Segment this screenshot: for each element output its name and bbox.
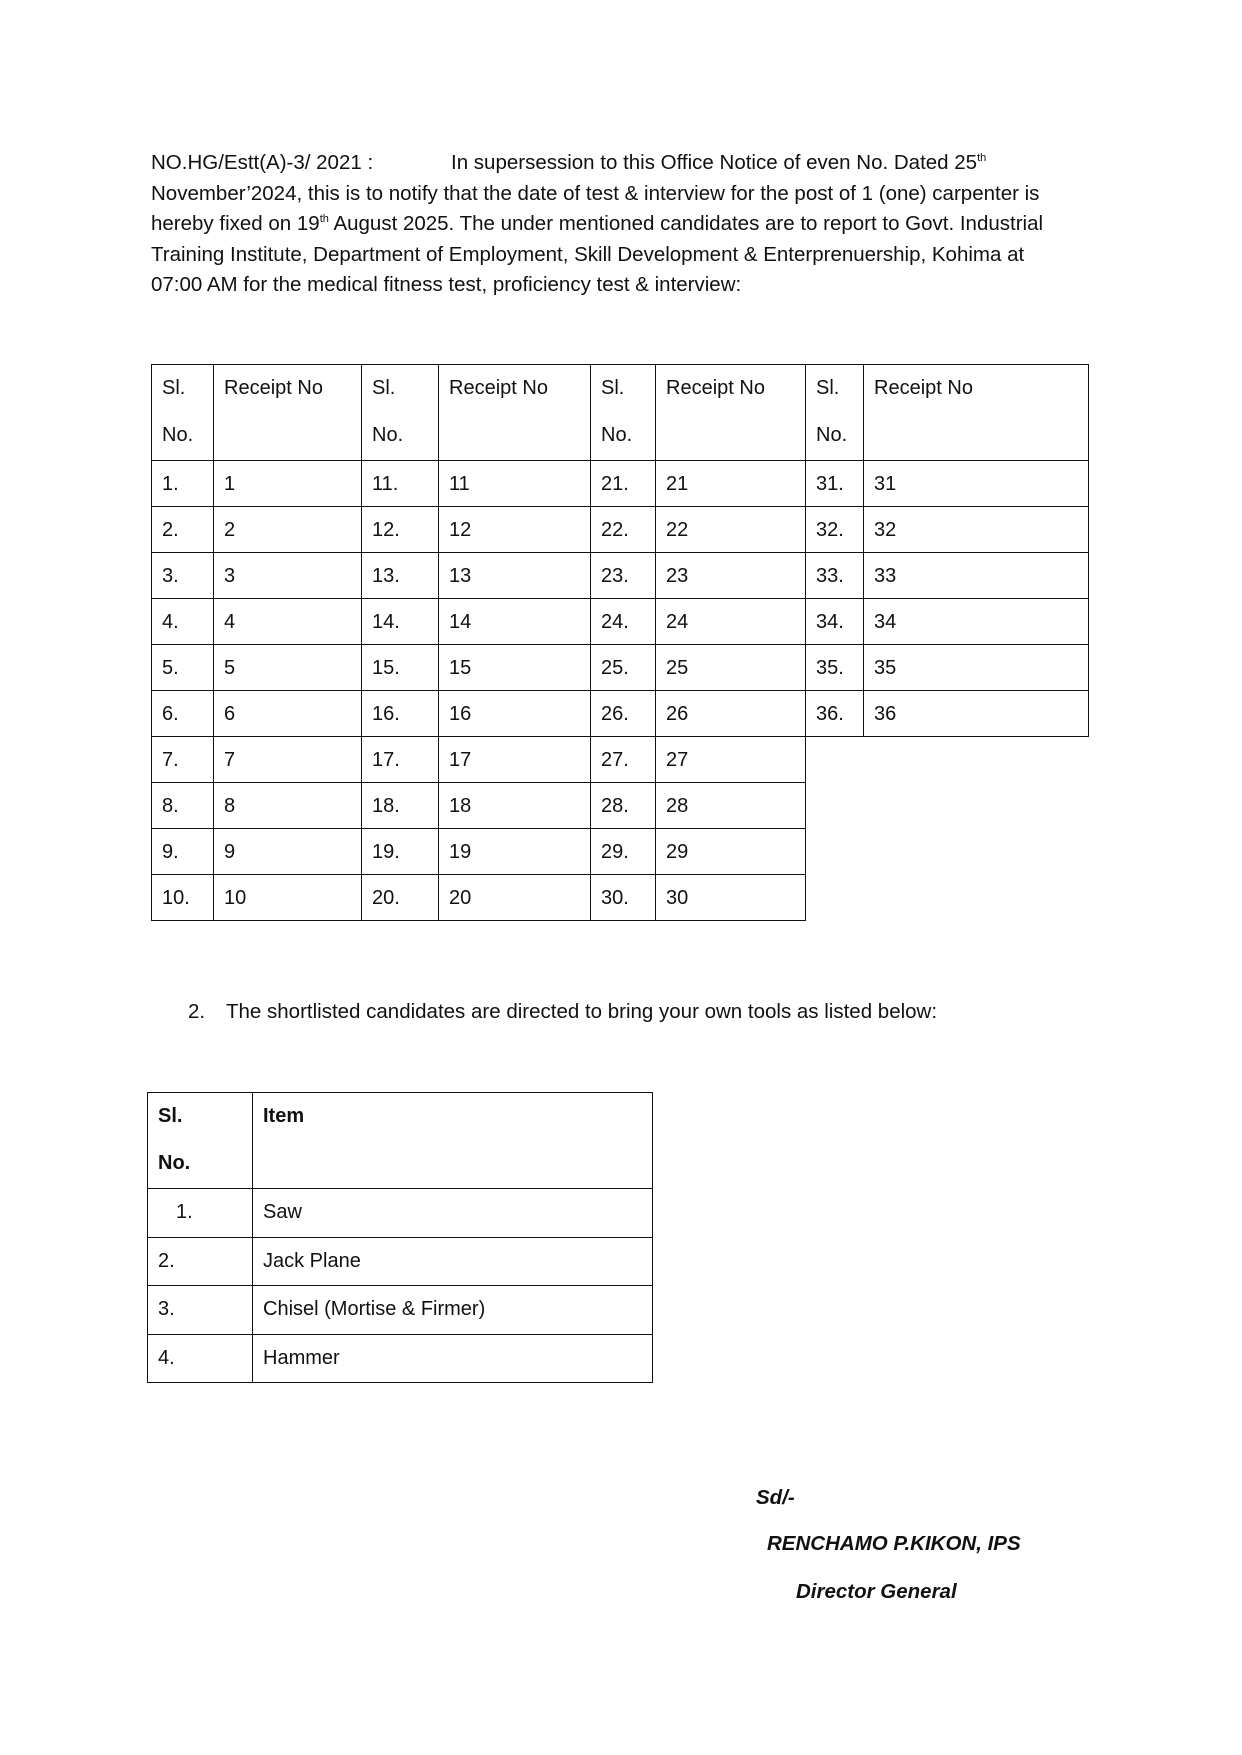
item-cell: Chisel (Mortise & Firmer) (253, 1286, 653, 1335)
receipt-cell: 28 (656, 783, 806, 829)
receipt-cell: 34 (864, 599, 1089, 645)
sl-cell: 1. (148, 1189, 253, 1238)
receipt-cell: 5 (214, 645, 362, 691)
table-row (152, 691, 1089, 737)
sl-cell: 30. (591, 875, 656, 921)
sl-cell: 34. (806, 599, 864, 645)
item-cell: Jack Plane (253, 1237, 653, 1286)
receipt-cell: 19 (439, 829, 591, 875)
tools-instruction-text: The shortlisted candidates are directed to bring your own tools as listed below: (226, 1000, 938, 1023)
receipt-cell: 15 (439, 645, 591, 691)
receipt-cell: 9 (214, 829, 362, 875)
sl-cell: 35. (806, 645, 864, 691)
sl-cell: 28. (591, 783, 656, 829)
header-sl-no: Sl. No. (152, 365, 214, 461)
empty-cell (806, 783, 864, 829)
notice-line-2: November’2024, this is to notify that the date of test & interview for the post of 1 (one) carpenter is (151, 181, 1040, 205)
table-row (152, 829, 1089, 875)
receipt-cell: 27 (656, 737, 806, 783)
receipt-cell: 8 (214, 783, 362, 829)
header-receipt-no: Receipt No (439, 365, 591, 461)
item-cell: Saw (253, 1189, 653, 1238)
receipt-cell: 24 (656, 599, 806, 645)
sl-cell: 15. (362, 645, 439, 691)
sl-cell: 24. (591, 599, 656, 645)
receipt-cell: 12 (439, 507, 591, 553)
header-receipt-no: Receipt No (214, 365, 362, 461)
receipt-cell: 16 (439, 691, 591, 737)
table-row (152, 461, 1089, 507)
receipt-cell: 36 (864, 691, 1089, 737)
receipt-cell: 14 (439, 599, 591, 645)
table-row (152, 737, 1089, 783)
sl-cell: 33. (806, 553, 864, 599)
header-sl-no: Sl. No. (148, 1093, 253, 1189)
receipt-cell: 3 (214, 553, 362, 599)
sl-cell: 10. (152, 875, 214, 921)
sl-cell: 2. (152, 507, 214, 553)
table-row (148, 1334, 653, 1383)
receipt-cell: 22 (656, 507, 806, 553)
table-row (148, 1286, 653, 1335)
sl-cell: 23. (591, 553, 656, 599)
sl-cell: 21. (591, 461, 656, 507)
receipt-cell: 17 (439, 737, 591, 783)
candidates-table-header (152, 365, 1089, 461)
sl-cell: 13. (362, 553, 439, 599)
sl-cell: 36. (806, 691, 864, 737)
signatory-designation: Director General (796, 1580, 957, 1603)
header-receipt-no: Receipt No (656, 365, 806, 461)
candidates-table (151, 364, 1089, 921)
empty-cell (864, 829, 1089, 875)
sl-cell: 3. (152, 553, 214, 599)
header-sl-no: Sl. No. (591, 365, 656, 461)
receipt-cell: 26 (656, 691, 806, 737)
notice-reference-number: NO.HG/Estt(A)-3/ 2021 : (151, 151, 374, 174)
empty-cell (806, 875, 864, 921)
receipt-cell: 2 (214, 507, 362, 553)
header-receipt-no: Receipt No (864, 365, 1089, 461)
header-item: Item (253, 1093, 653, 1189)
empty-cell (806, 829, 864, 875)
sl-cell: 19. (362, 829, 439, 875)
table-row (152, 645, 1089, 691)
sl-cell: 9. (152, 829, 214, 875)
receipt-cell: 31 (864, 461, 1089, 507)
sl-cell: 20. (362, 875, 439, 921)
point-number: 2. (188, 1000, 206, 1023)
empty-cell (864, 783, 1089, 829)
sl-cell: 4. (152, 599, 214, 645)
receipt-cell: 25 (656, 645, 806, 691)
receipt-cell: 20 (439, 875, 591, 921)
header-sl-no: Sl. No. (362, 365, 439, 461)
notice-paragraph (151, 148, 1096, 301)
notice-line-3a: hereby fixed on 19 (151, 212, 320, 235)
receipt-cell: 35 (864, 645, 1089, 691)
table-row (152, 875, 1089, 921)
superscript-th: th (319, 213, 329, 226)
empty-cell (806, 737, 864, 783)
receipt-cell: 4 (214, 599, 362, 645)
sl-cell: 16. (362, 691, 439, 737)
receipt-cell: 32 (864, 507, 1089, 553)
table-row (148, 1189, 653, 1238)
sl-cell: 17. (362, 737, 439, 783)
notice-line-4: Training Institute, Department of Employment, Skill Development & Enterprenuership, Kohima at (151, 242, 1025, 266)
receipt-cell: 23 (656, 553, 806, 599)
receipt-cell: 11 (439, 461, 591, 507)
sl-cell: 2. (148, 1237, 253, 1286)
receipt-cell: 18 (439, 783, 591, 829)
sl-cell: 18. (362, 783, 439, 829)
sl-cell: 8. (152, 783, 214, 829)
receipt-cell: 1 (214, 461, 362, 507)
receipt-cell: 21 (656, 461, 806, 507)
signatory-name: RENCHAMO P.KIKON, IPS (767, 1532, 1021, 1555)
table-row (152, 507, 1089, 553)
receipt-cell: 10 (214, 875, 362, 921)
table-row (152, 599, 1089, 645)
table-row (148, 1237, 653, 1286)
sl-cell: 26. (591, 691, 656, 737)
notice-line-3b: August 2025. The under mentioned candidates are to report to Govt. Industrial (328, 212, 1044, 235)
sl-cell: 1. (152, 461, 214, 507)
sl-cell: 32. (806, 507, 864, 553)
sl-cell: 27. (591, 737, 656, 783)
receipt-cell: 29 (656, 829, 806, 875)
tools-table (147, 1092, 653, 1383)
sl-cell: 31. (806, 461, 864, 507)
empty-cell (864, 737, 1089, 783)
item-cell: Hammer (253, 1334, 653, 1383)
signature-sd: Sd/- (756, 1486, 795, 1509)
receipt-cell: 6 (214, 691, 362, 737)
notice-line-1: In supersession to this Office Notice of even No. Dated 25 (451, 151, 978, 174)
header-sl-no: Sl. No. (806, 365, 864, 461)
receipt-cell: 30 (656, 875, 806, 921)
sl-cell: 3. (148, 1286, 253, 1335)
sl-cell: 7. (152, 737, 214, 783)
empty-cell (864, 875, 1089, 921)
receipt-cell: 33 (864, 553, 1089, 599)
sl-cell: 25. (591, 645, 656, 691)
receipt-cell: 13 (439, 553, 591, 599)
notice-line-5: 07:00 AM for the medical fitness test, proficiency test & interview: (151, 273, 742, 296)
table-row (152, 553, 1089, 599)
sl-cell: 11. (362, 461, 439, 507)
sl-cell: 6. (152, 691, 214, 737)
tools-table-header (148, 1093, 653, 1189)
table-row (152, 783, 1089, 829)
receipt-cell: 7 (214, 737, 362, 783)
superscript-th: th (977, 152, 987, 165)
sl-cell: 22. (591, 507, 656, 553)
sl-cell: 4. (148, 1334, 253, 1383)
tools-instruction (188, 1000, 937, 1024)
sl-cell: 12. (362, 507, 439, 553)
sl-cell: 14. (362, 599, 439, 645)
sl-cell: 29. (591, 829, 656, 875)
sl-cell: 5. (152, 645, 214, 691)
